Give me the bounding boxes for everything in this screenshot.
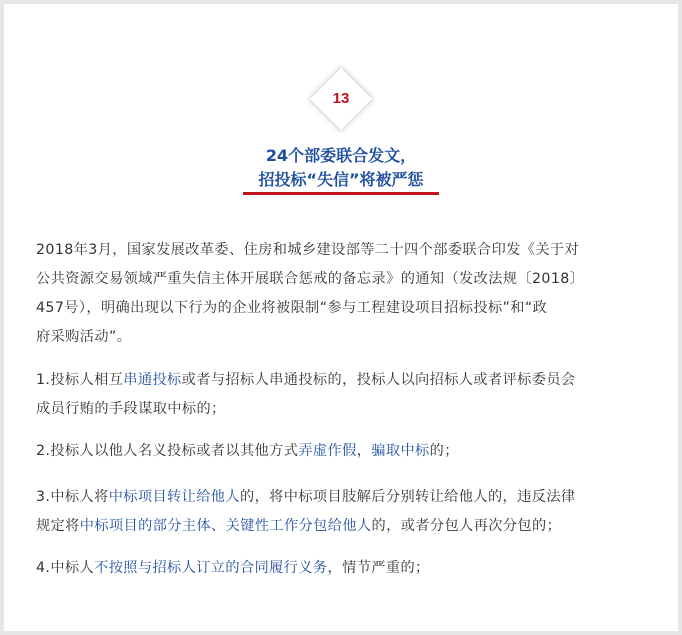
item2-highlight-1: 弄虚作假 — [298, 443, 357, 459]
badge-number: 13 — [332, 90, 350, 107]
item3-text-d: 规定将 — [36, 518, 80, 534]
title-line-1: 24个部委联合发文， — [265, 146, 417, 165]
item3-text-c: 的，将中标项目肢解后分别转让给他人的，违反法律 — [239, 489, 576, 505]
item4-text-c: ，情节严重的； — [327, 560, 430, 576]
item1-text-a: 1.投标人相互 — [36, 372, 124, 388]
item3-text-a: 3.中标人将 — [36, 489, 109, 505]
number-badge — [308, 66, 374, 132]
item3-highlight-2: 中标项目的部分主体、关键性工作分包给他人 — [79, 518, 372, 534]
item2-highlight-2: 骗取中标 — [371, 443, 430, 459]
title-line-2: 招投标“失信”将被严惩 — [258, 170, 424, 189]
item2-text-c: ， — [356, 443, 372, 459]
intro-line-2: 公共资源交易领域严重失信主体开展联合惩戒的备忘录》的通知（发改法规〔2018〕 — [36, 271, 585, 287]
list-item-4 — [36, 554, 658, 583]
list-item-1 — [36, 366, 658, 424]
intro-line-3: 457号），明确出现以下行为的企业将被限制“参与工程建设项目招标投标”和“政 — [36, 300, 548, 316]
item1-text-c: 或者与招标人串通投标的，投标人以向招标人或者评标委员会 — [181, 372, 576, 388]
item4-text-a: 4.中标人 — [36, 560, 95, 576]
intro-line-1: 2018年3月，国家发展改革委、住房和城乡建设部等二十四个部委联合印发《关于对 — [36, 242, 580, 258]
item2-text-a: 2.投标人以他人名义投标或者以其他方式 — [36, 443, 299, 459]
item3-text-f: 的，或者分包人再次分包的； — [371, 518, 562, 534]
item4-highlight: 不按照与招标人订立的合同履行义务 — [94, 560, 328, 576]
intro-paragraph — [36, 236, 658, 352]
intro-line-4: 府采购活动”。 — [36, 329, 132, 345]
article-card — [4, 4, 678, 631]
list-item-2 — [36, 437, 658, 466]
item2-text-e: 的； — [429, 443, 459, 459]
list-item-3 — [36, 483, 658, 541]
item1-highlight: 串通投标 — [123, 372, 182, 388]
item3-highlight-1: 中标项目转让给他人 — [108, 489, 240, 505]
title-underline — [243, 192, 439, 195]
item1-text-d: 成员行贿的手段谋取中标的； — [36, 401, 226, 417]
